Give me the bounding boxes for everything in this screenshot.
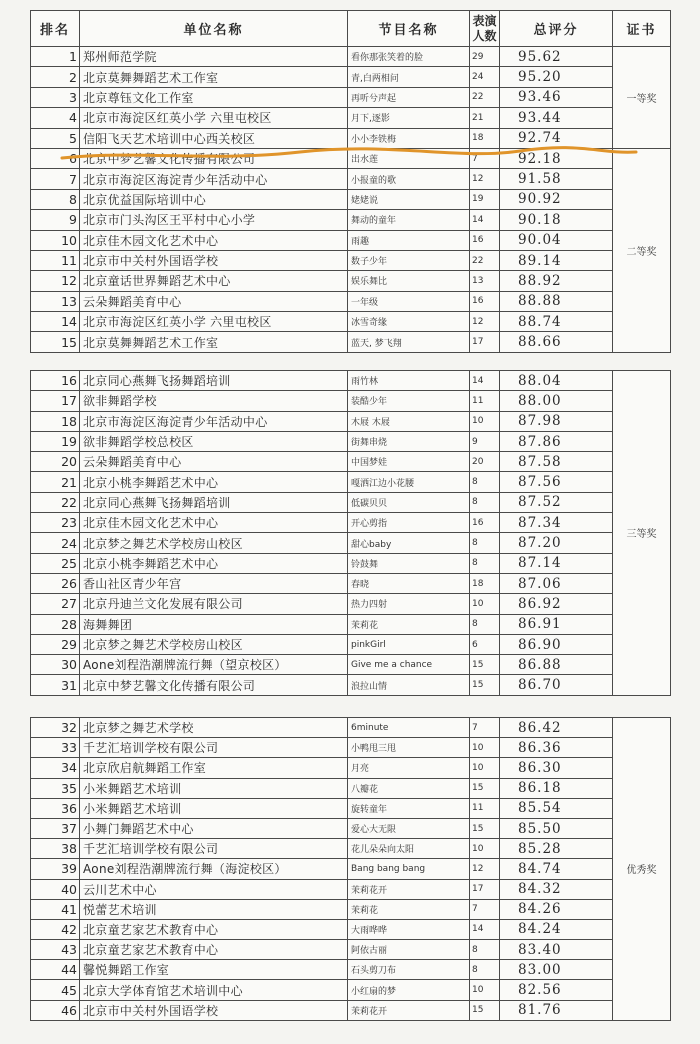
table-row [31,718,671,738]
rank-cell: 23 [31,513,80,533]
table-row [31,859,671,879]
unit-cell: 北京童艺家艺术教育中心 [80,940,348,960]
unit-cell: 欲非舞蹈学校总校区 [80,431,348,451]
score-cell: 87.86 [500,431,613,451]
unit-cell: 北京尊钰文化工作室 [80,87,348,107]
rank-cell: 13 [31,291,80,311]
excellence-prize-cert: 优秀奖 [613,718,671,1021]
performers-cell: 15 [470,818,500,838]
unit-cell: 北京市海淀区红英小学 六里屯校区 [80,312,348,332]
table-row [31,472,671,492]
table-row [31,189,671,209]
performers-cell: 17 [470,332,500,352]
unit-cell: 北京大学体育馆艺术培训中心 [80,980,348,1000]
program-cell: 街舞串烧 [348,431,470,451]
unit-cell: 小舞门舞蹈艺术中心 [80,818,348,838]
rank-cell: 7 [31,169,80,189]
rank-cell: 1 [31,47,80,67]
table-row [31,553,671,573]
rank-cell: 37 [31,818,80,838]
unit-cell: 云朵舞蹈美育中心 [80,452,348,472]
table-row [31,391,671,411]
unit-cell: 欲非舞蹈学校 [80,391,348,411]
rank-cell: 14 [31,312,80,332]
performers-cell: 14 [470,371,500,391]
table-row [31,879,671,899]
program-cell: 再听兮声起 [348,87,470,107]
second-prize-cert: 二等奖 [613,148,671,352]
rank-cell: 6 [31,148,80,168]
rank-cell: 17 [31,391,80,411]
table-row [31,614,671,634]
program-cell: 月亮 [348,758,470,778]
program-cell: 出水莲 [348,148,470,168]
program-header: 节目名称 [348,11,470,47]
table-row [31,594,671,614]
rank-cell: 24 [31,533,80,553]
performers-cell: 19 [470,189,500,209]
table-row [31,818,671,838]
score-cell: 84.74 [500,859,613,879]
unit-cell: 北京欣启航舞蹈工作室 [80,758,348,778]
score-cell: 84.32 [500,879,613,899]
score-cell: 88.74 [500,312,613,332]
program-cell: 浪拉山情 [348,675,470,695]
table-row [31,655,671,675]
program-cell: 看你那张笑着的脸 [348,47,470,67]
score-cell: 86.18 [500,778,613,798]
table-row [31,108,671,128]
table-row [31,940,671,960]
score-cell: 88.04 [500,371,613,391]
performers-header [470,11,500,47]
program-cell: 石头剪刀布 [348,960,470,980]
performers-cell: 8 [470,553,500,573]
score-cell: 87.52 [500,492,613,512]
unit-cell: 北京市海淀区海淀青少年活动中心 [80,169,348,189]
score-cell: 87.98 [500,411,613,431]
unit-cell: 北京童艺家艺术教育中心 [80,919,348,939]
score-cell: 86.36 [500,738,613,758]
unit-cell: Aone刘程浩潮牌流行舞（海淀校区） [80,859,348,879]
table-row [31,573,671,593]
unit-cell: 小米舞蹈艺术培训 [80,778,348,798]
table-row [31,899,671,919]
program-cell: 青,白两相问 [348,67,470,87]
table-row [31,47,671,67]
performers-cell: 9 [470,431,500,451]
performers-cell: 8 [470,614,500,634]
rank-cell: 31 [31,675,80,695]
rank-cell: 27 [31,594,80,614]
program-cell: 春晓 [348,573,470,593]
unit-cell: 北京中梦艺馨文化传播有限公司 [80,675,348,695]
program-cell: 月下,逐影 [348,108,470,128]
rank-cell: 22 [31,492,80,512]
unit-cell: 悦蕾艺术培训 [80,899,348,919]
performers-cell: 12 [470,312,500,332]
performers-cell: 15 [470,778,500,798]
unit-cell: 北京市中关村外国语学校 [80,250,348,270]
table-row [31,492,671,512]
program-cell: 大雨哗哗 [348,919,470,939]
unit-cell: 海舞舞团 [80,614,348,634]
rank-cell: 33 [31,738,80,758]
table-row [31,148,671,168]
score-cell: 87.34 [500,513,613,533]
program-cell: 小鸭甩三甩 [348,738,470,758]
performers-cell: 21 [470,108,500,128]
unit-cell: 郑州师范学院 [80,47,348,67]
program-cell: 低碳贝贝 [348,492,470,512]
table-row [31,919,671,939]
ranking-table-part-3 [30,717,671,1021]
performers-cell: 14 [470,919,500,939]
performers-cell: 12 [470,169,500,189]
rank-cell: 11 [31,250,80,270]
table-row [31,169,671,189]
unit-cell: 北京莫舞舞蹈艺术工作室 [80,332,348,352]
unit-cell: 北京梦之舞艺术学校房山校区 [80,634,348,654]
score-cell: 84.24 [500,919,613,939]
unit-cell: 云川艺术中心 [80,879,348,899]
unit-cell: 北京梦之舞艺术学校 [80,718,348,738]
unit-cell: 云朵舞蹈美育中心 [80,291,348,311]
performers-cell: 7 [470,718,500,738]
program-cell: 阿依古丽 [348,940,470,960]
rank-cell: 4 [31,108,80,128]
unit-cell: 北京市门头沟区王平村中心小学 [80,210,348,230]
performers-cell: 11 [470,391,500,411]
program-cell: 茉莉花开 [348,879,470,899]
rank-cell: 21 [31,472,80,492]
performers-cell: 10 [470,411,500,431]
rank-cell: 30 [31,655,80,675]
score-cell: 85.50 [500,818,613,838]
rank-cell: 39 [31,859,80,879]
program-cell: 木屐 木屐 [348,411,470,431]
unit-cell: 北京莫舞舞蹈艺术工作室 [80,67,348,87]
program-cell: 蓝天, 梦飞翔 [348,332,470,352]
performers-cell: 10 [470,839,500,859]
program-cell: 舞动的童年 [348,210,470,230]
unit-cell: 千艺汇培训学校有限公司 [80,839,348,859]
table-row [31,87,671,107]
unit-cell: 北京小桃李舞蹈艺术中心 [80,472,348,492]
rank-cell: 16 [31,371,80,391]
rank-cell: 35 [31,778,80,798]
rank-cell: 34 [31,758,80,778]
rank-cell: 42 [31,919,80,939]
program-cell: 小红扇的梦 [348,980,470,1000]
table-row [31,250,671,270]
program-cell: 雨竹林 [348,371,470,391]
score-cell: 95.62 [500,47,613,67]
table-row [31,128,671,148]
unit-cell: 北京市海淀区红英小学 六里屯校区 [80,108,348,128]
score-cell: 87.06 [500,573,613,593]
score-cell: 86.30 [500,758,613,778]
cert-header: 证书 [613,11,671,47]
performers-header-line1: 表演 [472,13,497,28]
table-row [31,533,671,553]
program-cell: 铃鼓舞 [348,553,470,573]
unit-cell: 北京佳木园文化艺术中心 [80,230,348,250]
performers-cell: 8 [470,940,500,960]
table-row [31,312,671,332]
program-cell: 茉莉花 [348,899,470,919]
score-cell: 89.14 [500,250,613,270]
performers-cell: 6 [470,634,500,654]
score-cell: 87.20 [500,533,613,553]
unit-cell: 北京同心燕舞飞扬舞蹈培训 [80,371,348,391]
unit-cell: 北京小桃李舞蹈艺术中心 [80,553,348,573]
rank-cell: 41 [31,899,80,919]
rank-cell: 3 [31,87,80,107]
score-cell: 88.66 [500,332,613,352]
unit-header: 单位名称 [80,11,348,47]
performers-cell: 8 [470,472,500,492]
table-row [31,371,671,391]
performers-cell: 8 [470,492,500,512]
program-cell: 旋转童年 [348,798,470,818]
program-cell: 开心剪指 [348,513,470,533]
performers-cell: 7 [470,148,500,168]
performers-header-line2: 人数 [472,28,497,43]
table-row [31,798,671,818]
unit-cell: 北京梦之舞艺术学校房山校区 [80,533,348,553]
rank-cell: 28 [31,614,80,634]
unit-cell: 小米舞蹈艺术培训 [80,798,348,818]
unit-cell: 北京市中关村外国语学校 [80,1000,348,1020]
unit-cell: 千艺汇培训学校有限公司 [80,738,348,758]
performers-cell: 10 [470,758,500,778]
rank-cell: 44 [31,960,80,980]
unit-cell: 信阳飞天艺术培训中心西关校区 [80,128,348,148]
performers-cell: 22 [470,87,500,107]
score-cell: 87.14 [500,553,613,573]
score-cell: 86.92 [500,594,613,614]
table-row [31,738,671,758]
table-row [31,271,671,291]
program-cell: pinkGirl [348,634,470,654]
score-cell: 82.56 [500,980,613,1000]
program-cell: 甜心baby [348,533,470,553]
score-cell: 90.92 [500,189,613,209]
performers-cell: 16 [470,513,500,533]
performers-cell: 17 [470,879,500,899]
unit-cell: Aone刘程浩潮牌流行舞（望京校区） [80,655,348,675]
performers-cell: 8 [470,533,500,553]
program-cell: 花儿朵朵向太阳 [348,839,470,859]
score-cell: 84.26 [500,899,613,919]
performers-cell: 18 [470,128,500,148]
table-row [31,980,671,1000]
program-cell: 嘎洒江边小花腰 [348,472,470,492]
rank-cell: 2 [31,67,80,87]
table-row [31,67,671,87]
unit-cell: 北京优益国际培训中心 [80,189,348,209]
first-prize-cert: 一等奖 [613,47,671,149]
rank-cell: 15 [31,332,80,352]
program-cell: 娱乐舞比 [348,271,470,291]
unit-cell: 北京市海淀区海淀青少年活动中心 [80,411,348,431]
score-cell: 90.18 [500,210,613,230]
rank-cell: 32 [31,718,80,738]
performers-cell: 11 [470,798,500,818]
table-header-row [31,11,671,47]
rank-cell: 12 [31,271,80,291]
rank-cell: 9 [31,210,80,230]
performers-cell: 15 [470,655,500,675]
score-cell: 87.58 [500,452,613,472]
performers-cell: 16 [470,291,500,311]
score-cell: 92.18 [500,148,613,168]
rank-cell: 36 [31,798,80,818]
table-row [31,675,671,695]
rank-cell: 46 [31,1000,80,1020]
score-cell: 83.40 [500,940,613,960]
unit-cell: 北京中梦艺馨文化传播有限公司 [80,148,348,168]
table-row [31,411,671,431]
performers-cell: 14 [470,210,500,230]
rank-header: 排名 [31,11,80,47]
program-cell: 茉莉花 [348,614,470,634]
performers-cell: 7 [470,899,500,919]
table-row [31,1000,671,1020]
table-row [31,960,671,980]
score-cell: 86.42 [500,718,613,738]
program-cell: 姥姥说 [348,189,470,209]
rank-cell: 40 [31,879,80,899]
score-cell: 88.00 [500,391,613,411]
ranking-table-part-1 [30,10,671,353]
performers-cell: 10 [470,594,500,614]
third-prize-cert: 三等奖 [613,371,671,696]
program-cell: 雨趣 [348,230,470,250]
program-cell: 冰雪奇缘 [348,312,470,332]
table-row [31,758,671,778]
rank-cell: 18 [31,411,80,431]
table-row [31,230,671,250]
program-cell: 八瓣花 [348,778,470,798]
performers-cell: 29 [470,47,500,67]
performers-cell: 15 [470,1000,500,1020]
performers-cell: 13 [470,271,500,291]
performers-cell: 10 [470,738,500,758]
performers-cell: 8 [470,960,500,980]
unit-cell: 北京丹迪兰文化发展有限公司 [80,594,348,614]
table-row [31,513,671,533]
program-cell: 小小李铁梅 [348,128,470,148]
rank-cell: 38 [31,839,80,859]
program-cell: 小报童的歌 [348,169,470,189]
performers-cell: 22 [470,250,500,270]
table-row [31,210,671,230]
score-cell: 87.56 [500,472,613,492]
rank-cell: 10 [31,230,80,250]
program-cell: 装酷少年 [348,391,470,411]
program-cell: 数子少年 [348,250,470,270]
score-cell: 91.58 [500,169,613,189]
rank-cell: 45 [31,980,80,1000]
rank-cell: 43 [31,940,80,960]
program-cell: 一年级 [348,291,470,311]
unit-cell: 北京佳木园文化艺术中心 [80,513,348,533]
performers-cell: 15 [470,675,500,695]
rank-cell: 20 [31,452,80,472]
score-cell: 92.74 [500,128,613,148]
score-cell: 83.00 [500,960,613,980]
score-cell: 86.90 [500,634,613,654]
ranking-table-part-2 [30,370,671,696]
score-cell: 85.28 [500,839,613,859]
table-row [31,431,671,451]
score-header: 总评分 [500,11,613,47]
score-cell: 95.20 [500,67,613,87]
table-row [31,452,671,472]
program-cell: 茉莉花开 [348,1000,470,1020]
performers-cell: 20 [470,452,500,472]
score-cell: 86.88 [500,655,613,675]
score-cell: 85.54 [500,798,613,818]
program-cell: Bang bang bang [348,859,470,879]
unit-cell: 馨悦舞蹈工作室 [80,960,348,980]
table-row [31,634,671,654]
performers-cell: 16 [470,230,500,250]
unit-cell: 北京同心燕舞飞扬舞蹈培训 [80,492,348,512]
score-cell: 86.70 [500,675,613,695]
score-cell: 88.88 [500,291,613,311]
score-cell: 90.04 [500,230,613,250]
table-row [31,332,671,352]
unit-cell: 北京童话世界舞蹈艺术中心 [80,271,348,291]
table-row [31,291,671,311]
score-cell: 88.92 [500,271,613,291]
program-cell: 热力四射 [348,594,470,614]
program-cell: 中国梦娃 [348,452,470,472]
score-cell: 93.44 [500,108,613,128]
rank-cell: 25 [31,553,80,573]
performers-cell: 24 [470,67,500,87]
score-cell: 93.46 [500,87,613,107]
score-cell: 86.91 [500,614,613,634]
program-cell: 爱心大无限 [348,818,470,838]
rank-cell: 26 [31,573,80,593]
rank-cell: 19 [31,431,80,451]
rank-cell: 8 [31,189,80,209]
program-cell: Give me a chance [348,655,470,675]
rank-cell: 5 [31,128,80,148]
unit-cell: 香山社区青少年宫 [80,573,348,593]
performers-cell: 18 [470,573,500,593]
table-row [31,778,671,798]
table-row [31,839,671,859]
program-cell: 6minute [348,718,470,738]
rank-cell: 29 [31,634,80,654]
performers-cell: 12 [470,859,500,879]
score-cell: 81.76 [500,1000,613,1020]
performers-cell: 10 [470,980,500,1000]
